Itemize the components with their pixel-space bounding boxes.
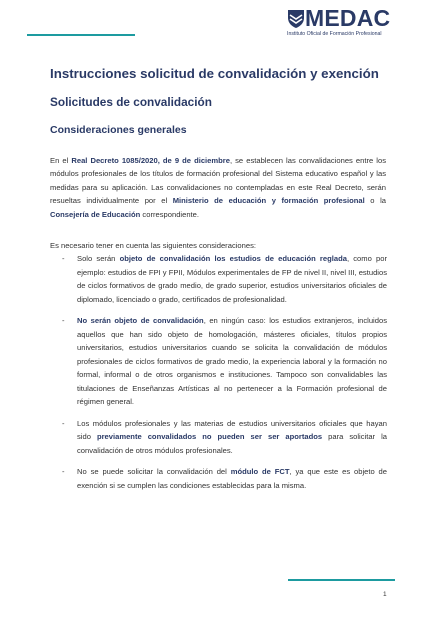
considerations-list [62,252,387,500]
list-item: - Solo serán objeto de convalidación los estudios de educación reglada, como por ejemplo: estudios de FPI y FPII, Módulos experimentales de FP de nivel II, nivel III, estudios de ciclos formativos de grado medio, de grado superior, estudios universitarios oficiales de diplomado, licenciado o grado, certificados de profesionalidad. [62,254,387,304]
footer-accent-rule [288,579,395,581]
document-title: Instrucciones solicitud de convalidación y exención [50,66,379,81]
bullet-dash: - [62,418,65,428]
bullet-dash: - [62,316,65,325]
logo-tagline: Instituto Oficial de Formación Profesional [287,31,382,37]
ministry-reference: Ministerio de educación y formación profesional [172,196,365,206]
list-item: - No se puede solicitar la convalidación del módulo de FCT, ya que este es objeto de exención si se cumplen las condiciones establecidas para la misma. [62,467,388,490]
lead-in-paragraph: Es necesario tener en cuenta las siguientes consideraciones: [50,240,256,250]
logo-name: MEDAC [305,5,391,31]
bullet-dash: - [62,467,65,476]
list-item: - No serán objeto de convalidación, en ningún caso: los estudios extranjeros, incluidos aquellos que han sido objeto de homologación, másteres oficiales, títulos propios universitarios, estudios universitarios cuando se solicita la convalidación de módulos profesionales de ciclos formativos de grado medio, la experiencia laboral y la formación no formal, informal o de otros organismos e instituciones. Tampoco son convalidables las titulaciones de Enseñanzas Artísticas al no pertenecer a la Formación profesional de régimen general. [62,316,387,406]
shield-logo-icon [287,9,305,29]
decree-reference: Real Decreto 1085/2020, de 9 de diciembre [71,155,230,165]
header-accent-rule [27,34,135,36]
bullet-dash: - [62,254,65,263]
council-reference: Consejería de Educación [50,209,141,219]
section-title: Solicitudes de convalidación [50,95,212,109]
subsection-title: Consideraciones generales [50,124,187,136]
page-number: 1 [383,591,387,598]
medac-logo [285,5,415,40]
list-item: - Los módulos profesionales y las materias de estudios universitarios oficiales que hayan sido previamente convalidados no pueden ser ser aportados para solicitar la convalidación de otros módulos profesionales. [62,418,388,455]
intro-paragraph: En el Real Decreto 1085/2020, de 9 de diciembre, se establecen las convalidaciones entre los módulos profesionales de los títulos de formación profesional del Sistema educativo español y las medidas para su aplicación. Las convalidaciones no contempladas en este Real Decreto, serán resueltas individualmente por el Ministerio de educación y formación profesional o la Consejería de Educación correspondiente. [50,155,387,219]
